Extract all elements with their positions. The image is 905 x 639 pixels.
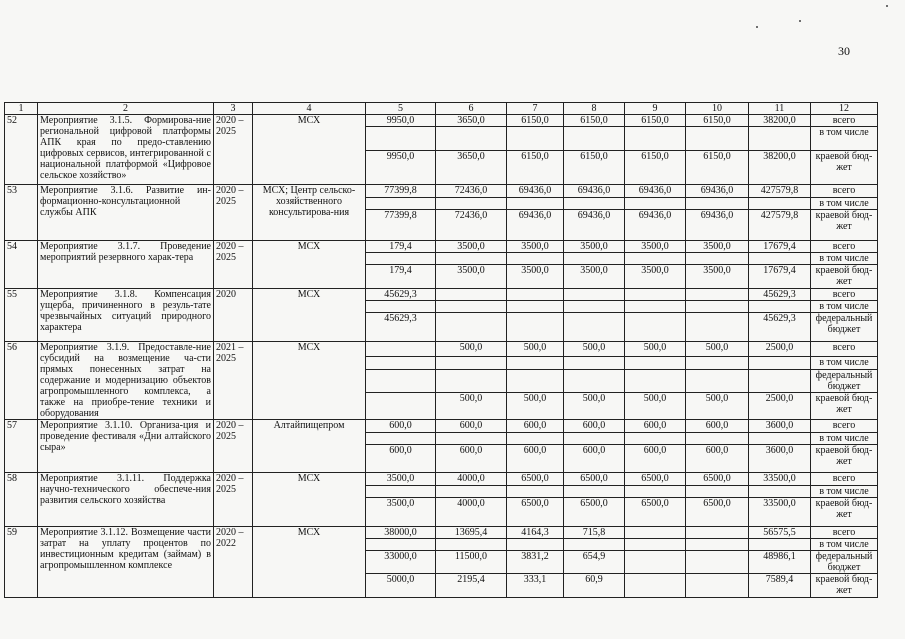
funding-value (686, 574, 749, 598)
funding-value: 3500,0 (625, 265, 686, 289)
measure-name: Мероприятие 3.1.9. Предоставле-ние субсидий на возмещение ча-сти прямых понесенных затрат на содержание и модернизацию объектов агропромышленного комплекса, а также на приобре-тение техники и оборудования (38, 342, 214, 420)
funding-value (686, 127, 749, 151)
funding-value (625, 357, 686, 369)
column-number: 6 (436, 103, 507, 115)
funding-value (625, 313, 686, 342)
implementation-period: 2020 – 2025 (214, 420, 253, 473)
scan-speck (799, 20, 801, 22)
scan-speck (886, 5, 888, 7)
funding-value: 6150,0 (564, 151, 625, 185)
column-number-row (5, 103, 878, 115)
funding-value (436, 433, 507, 445)
row-number: 56 (5, 342, 38, 420)
column-number: 4 (253, 103, 366, 115)
funding-value (436, 289, 507, 301)
funding-value: 600,0 (366, 445, 436, 473)
funding-value: 6150,0 (686, 115, 749, 127)
funding-value: 9950,0 (366, 151, 436, 185)
column-number: 1 (5, 103, 38, 115)
column-number: 10 (686, 103, 749, 115)
funding-value: 2195,4 (436, 574, 507, 598)
table-body (5, 103, 878, 598)
funding-value (749, 433, 811, 445)
funding-value (625, 551, 686, 574)
row-number: 59 (5, 527, 38, 598)
funding-value (686, 289, 749, 301)
funding-source: федеральный бюджет (811, 369, 878, 393)
executor: МСХ (253, 527, 366, 598)
funding-value (686, 369, 749, 393)
funding-value (564, 486, 625, 498)
funding-value: 3500,0 (507, 241, 564, 253)
funding-value: 600,0 (507, 445, 564, 473)
funding-value: 72436,0 (436, 185, 507, 198)
funding-source: краевой бюд-жет (811, 265, 878, 289)
funding-value (507, 369, 564, 393)
funding-value (686, 486, 749, 498)
funding-value (507, 433, 564, 445)
table-row (5, 527, 878, 539)
row-number: 54 (5, 241, 38, 289)
column-number: 3 (214, 103, 253, 115)
funding-value: 69436,0 (507, 185, 564, 198)
executor: МСХ (253, 342, 366, 420)
funding-value: 3831,2 (507, 551, 564, 574)
row-number: 57 (5, 420, 38, 473)
funding-value: 69436,0 (507, 210, 564, 241)
funding-value: 500,0 (686, 342, 749, 357)
funding-value: 45629,3 (749, 313, 811, 342)
funding-value: 69436,0 (686, 185, 749, 198)
funding-value (436, 357, 507, 369)
scan-speck (756, 26, 758, 28)
measure-name: Мероприятие 3.1.6. Развитие ин-формационно-консультационной службы АПК (38, 185, 214, 241)
column-number: 8 (564, 103, 625, 115)
row-number: 52 (5, 115, 38, 185)
funding-value (625, 301, 686, 313)
funding-value: 33500,0 (749, 498, 811, 527)
executor: МСХ (253, 115, 366, 185)
funding-source: в том числе (811, 357, 878, 369)
funding-value: 6150,0 (507, 151, 564, 185)
column-number: 7 (507, 103, 564, 115)
funding-source: краевой бюд-жет (811, 210, 878, 241)
funding-value (625, 127, 686, 151)
funding-source: всего (811, 473, 878, 486)
funding-value (564, 433, 625, 445)
funding-value (366, 486, 436, 498)
funding-value (366, 301, 436, 313)
funding-value: 3500,0 (366, 498, 436, 527)
funding-value: 4000,0 (436, 498, 507, 527)
funding-value: 72436,0 (436, 210, 507, 241)
funding-value: 6500,0 (686, 473, 749, 486)
funding-value: 3500,0 (507, 265, 564, 289)
funding-value (625, 539, 686, 551)
funding-value: 600,0 (686, 445, 749, 473)
funding-source: федеральный бюджет (811, 313, 878, 342)
funding-value: 2500,0 (749, 393, 811, 420)
funding-value: 69436,0 (564, 210, 625, 241)
funding-value (625, 253, 686, 265)
funding-value (564, 253, 625, 265)
funding-value: 500,0 (564, 393, 625, 420)
funding-value: 6500,0 (625, 498, 686, 527)
funding-value: 38200,0 (749, 115, 811, 127)
funding-value (625, 574, 686, 598)
funding-value: 715,8 (564, 527, 625, 539)
implementation-period: 2020 – 2025 (214, 185, 253, 241)
funding-source: в том числе (811, 539, 878, 551)
row-number: 58 (5, 473, 38, 527)
measure-name: Мероприятие 3.1.12. Возмещение части затрат на уплату процентов по инвестиционным кредитам (займам) в агропромышленном комплексе (38, 527, 214, 598)
funding-value: 6150,0 (686, 151, 749, 185)
funding-source: всего (811, 342, 878, 357)
funding-value: 2500,0 (749, 342, 811, 357)
funding-value (564, 369, 625, 393)
funding-source: всего (811, 185, 878, 198)
funding-value (564, 357, 625, 369)
funding-value (749, 357, 811, 369)
budget-table (4, 102, 878, 598)
funding-source: всего (811, 115, 878, 127)
measure-name: Мероприятие 3.1.7. Проведение мероприятий резервного харак-тера (38, 241, 214, 289)
funding-value (436, 313, 507, 342)
implementation-period: 2021 – 2025 (214, 342, 253, 420)
funding-value (749, 369, 811, 393)
funding-value (749, 253, 811, 265)
funding-value: 6500,0 (564, 498, 625, 527)
funding-value: 600,0 (564, 445, 625, 473)
measure-name: Мероприятие 3.1.5. Формирова-ние региональной цифровой платформы АПК края по предо-ставлению цифровых сервисов, интегрированной с национальной платформой «Цифровое сельское хозяйство» (38, 115, 214, 185)
funding-value (436, 369, 507, 393)
funding-value (366, 433, 436, 445)
funding-source: краевой бюд-жет (811, 445, 878, 473)
funding-source: всего (811, 289, 878, 301)
executor: МСХ; Центр сельско-хозяйственного консультирова-ния (253, 185, 366, 241)
funding-value: 69436,0 (564, 185, 625, 198)
funding-value: 600,0 (507, 420, 564, 433)
funding-value (686, 433, 749, 445)
funding-value (625, 369, 686, 393)
funding-value: 7589,4 (749, 574, 811, 598)
funding-value: 9950,0 (366, 115, 436, 127)
row-number: 55 (5, 289, 38, 342)
funding-value (366, 253, 436, 265)
funding-source: в том числе (811, 198, 878, 210)
funding-value (564, 313, 625, 342)
funding-value: 60,9 (564, 574, 625, 598)
funding-value (686, 539, 749, 551)
funding-value (749, 198, 811, 210)
funding-value: 3500,0 (436, 241, 507, 253)
funding-value (436, 539, 507, 551)
page-number: 30 (838, 44, 850, 58)
funding-value: 500,0 (507, 342, 564, 357)
funding-source: краевой бюд-жет (811, 393, 878, 420)
funding-value (507, 127, 564, 151)
funding-value (436, 486, 507, 498)
funding-value: 3500,0 (436, 265, 507, 289)
funding-value: 45629,3 (366, 289, 436, 301)
funding-value: 77399,8 (366, 185, 436, 198)
funding-value: 427579,8 (749, 210, 811, 241)
funding-value (507, 301, 564, 313)
funding-value (625, 433, 686, 445)
funding-value (507, 486, 564, 498)
funding-value (366, 393, 436, 420)
funding-value (366, 539, 436, 551)
funding-value (749, 301, 811, 313)
funding-value: 6150,0 (507, 115, 564, 127)
funding-value (749, 539, 811, 551)
funding-value: 17679,4 (749, 265, 811, 289)
funding-value: 6150,0 (564, 115, 625, 127)
measure-name: Мероприятие 3.1.11. Поддержка научно-технического обеспече-ния развития сельского хозяйства (38, 473, 214, 527)
table-row (5, 473, 878, 486)
funding-value: 600,0 (366, 420, 436, 433)
funding-source: краевой бюд-жет (811, 498, 878, 527)
funding-value: 3500,0 (686, 265, 749, 289)
funding-value: 3500,0 (564, 241, 625, 253)
funding-value: 3600,0 (749, 420, 811, 433)
column-number: 2 (38, 103, 214, 115)
table-row (5, 420, 878, 433)
funding-value: 48986,1 (749, 551, 811, 574)
funding-value (366, 198, 436, 210)
implementation-period: 2020 (214, 289, 253, 342)
implementation-period: 2020 – 2025 (214, 473, 253, 527)
executor: МСХ (253, 289, 366, 342)
funding-value (686, 357, 749, 369)
table-row (5, 115, 878, 127)
funding-value: 4164,3 (507, 527, 564, 539)
funding-source: в том числе (811, 433, 878, 445)
funding-value (507, 198, 564, 210)
funding-value: 179,4 (366, 241, 436, 253)
funding-value: 654,9 (564, 551, 625, 574)
funding-value: 77399,8 (366, 210, 436, 241)
funding-value: 38200,0 (749, 151, 811, 185)
funding-value: 3500,0 (686, 241, 749, 253)
measure-name: Мероприятие 3.1.10. Организа-ция и проведение фестиваля «Дни алтайского сыра» (38, 420, 214, 473)
funding-value (436, 198, 507, 210)
funding-value: 600,0 (436, 420, 507, 433)
implementation-period: 2020 – 2022 (214, 527, 253, 598)
funding-value (686, 301, 749, 313)
funding-value: 500,0 (686, 393, 749, 420)
funding-value: 600,0 (564, 420, 625, 433)
funding-value (564, 198, 625, 210)
executor: МСХ (253, 473, 366, 527)
executor: Алтайпищепром (253, 420, 366, 473)
funding-value (564, 289, 625, 301)
column-number: 12 (811, 103, 878, 115)
funding-value (366, 127, 436, 151)
funding-value: 600,0 (436, 445, 507, 473)
funding-value (366, 357, 436, 369)
funding-value (436, 253, 507, 265)
implementation-period: 2020 – 2025 (214, 115, 253, 185)
funding-value: 38000,0 (366, 527, 436, 539)
funding-value (625, 198, 686, 210)
funding-source: всего (811, 420, 878, 433)
table-row (5, 342, 878, 357)
funding-value: 3650,0 (436, 151, 507, 185)
funding-value: 3500,0 (564, 265, 625, 289)
funding-source: федеральный бюджет (811, 551, 878, 574)
funding-value: 427579,8 (749, 185, 811, 198)
funding-value: 500,0 (564, 342, 625, 357)
funding-value (625, 289, 686, 301)
funding-value (625, 486, 686, 498)
funding-value (625, 527, 686, 539)
funding-value: 500,0 (625, 342, 686, 357)
implementation-period: 2020 – 2025 (214, 241, 253, 289)
funding-value: 6500,0 (625, 473, 686, 486)
funding-source: в том числе (811, 127, 878, 151)
funding-value (686, 253, 749, 265)
funding-value: 5000,0 (366, 574, 436, 598)
funding-value: 45629,3 (749, 289, 811, 301)
column-number: 5 (366, 103, 436, 115)
funding-value: 4000,0 (436, 473, 507, 486)
funding-value (564, 539, 625, 551)
funding-value (564, 301, 625, 313)
funding-value: 6500,0 (507, 473, 564, 486)
funding-value: 17679,4 (749, 241, 811, 253)
funding-value: 600,0 (625, 445, 686, 473)
table-row (5, 241, 878, 253)
funding-value: 69436,0 (686, 210, 749, 241)
measure-name: Мероприятие 3.1.8. Компенсация ущерба, причиненного в резуль-тате чрезвычайных ситуаций природного характера (38, 289, 214, 342)
funding-value (686, 313, 749, 342)
funding-value (749, 486, 811, 498)
funding-value: 13695,4 (436, 527, 507, 539)
funding-value (749, 127, 811, 151)
funding-value (507, 253, 564, 265)
funding-value: 600,0 (686, 420, 749, 433)
funding-source: в том числе (811, 301, 878, 313)
funding-value (564, 127, 625, 151)
funding-value: 69436,0 (625, 185, 686, 198)
funding-value (436, 301, 507, 313)
funding-value: 56575,5 (749, 527, 811, 539)
column-number: 11 (749, 103, 811, 115)
funding-value: 3500,0 (366, 473, 436, 486)
funding-value (366, 369, 436, 393)
table-row (5, 185, 878, 198)
funding-source: краевой бюд-жет (811, 151, 878, 185)
funding-value: 11500,0 (436, 551, 507, 574)
funding-value: 6150,0 (625, 115, 686, 127)
funding-value (686, 527, 749, 539)
table-row (5, 289, 878, 301)
funding-value (507, 313, 564, 342)
funding-value: 500,0 (436, 342, 507, 357)
funding-value: 500,0 (625, 393, 686, 420)
funding-value: 3650,0 (436, 115, 507, 127)
funding-value: 6500,0 (507, 498, 564, 527)
funding-value: 45629,3 (366, 313, 436, 342)
funding-value: 6150,0 (625, 151, 686, 185)
funding-value (507, 289, 564, 301)
funding-value (507, 539, 564, 551)
funding-value: 6500,0 (564, 473, 625, 486)
funding-value: 333,1 (507, 574, 564, 598)
funding-value: 6500,0 (686, 498, 749, 527)
funding-value (507, 357, 564, 369)
funding-source: всего (811, 527, 878, 539)
column-number: 9 (625, 103, 686, 115)
funding-value (686, 551, 749, 574)
funding-value: 500,0 (507, 393, 564, 420)
funding-source: в том числе (811, 486, 878, 498)
executor: МСХ (253, 241, 366, 289)
funding-value: 33500,0 (749, 473, 811, 486)
row-number: 53 (5, 185, 38, 241)
funding-value: 600,0 (625, 420, 686, 433)
funding-value (686, 198, 749, 210)
funding-source: всего (811, 241, 878, 253)
funding-value: 33000,0 (366, 551, 436, 574)
funding-value: 3500,0 (625, 241, 686, 253)
funding-source: в том числе (811, 253, 878, 265)
funding-value: 500,0 (436, 393, 507, 420)
funding-value: 179,4 (366, 265, 436, 289)
funding-value: 3600,0 (749, 445, 811, 473)
funding-source: краевой бюд-жет (811, 574, 878, 598)
funding-value: 69436,0 (625, 210, 686, 241)
funding-value (366, 342, 436, 357)
funding-value (436, 127, 507, 151)
